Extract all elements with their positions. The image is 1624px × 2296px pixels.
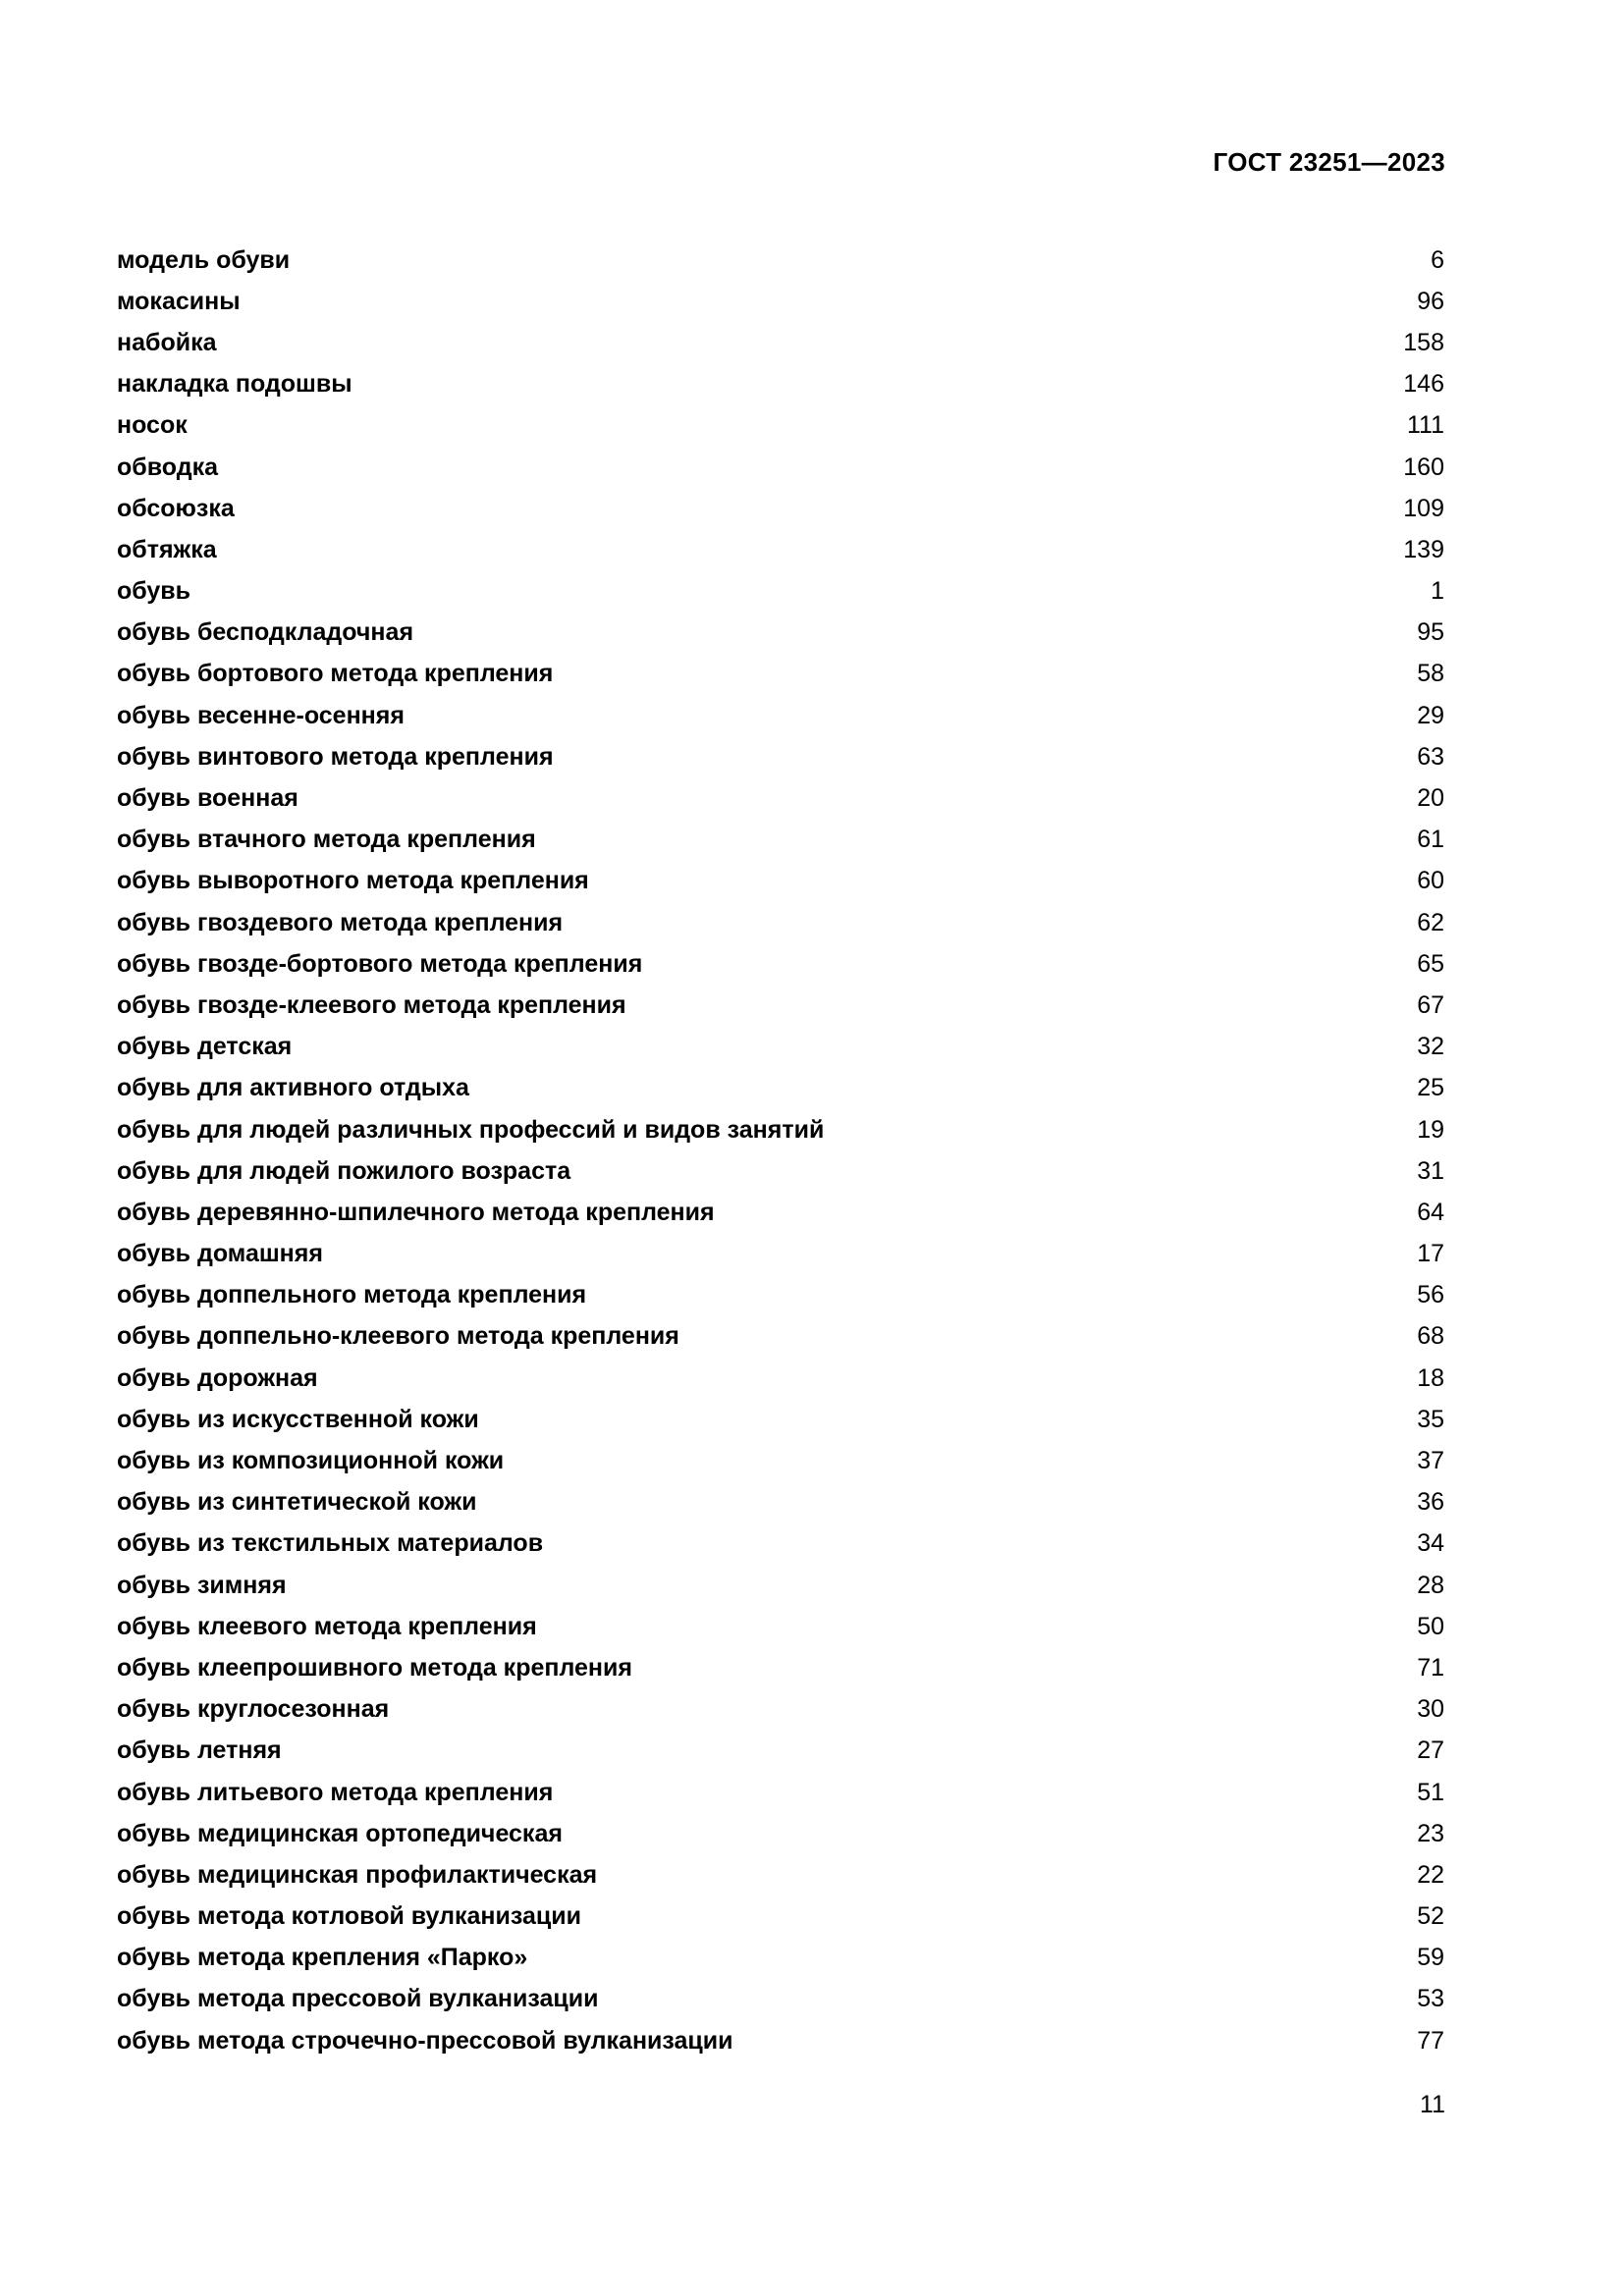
index-term-number: 56 [1417,1281,1444,1309]
index-term: обувь доппельно-клеевого метода крепления [117,1322,679,1351]
index-row [117,1275,1444,1316]
index-term-number: 59 [1417,1944,1444,1972]
index-term-number: 23 [1417,1819,1444,1847]
index-term: обувь клеевого метода крепления [117,1612,537,1640]
index-term: обсоюзка [117,494,235,522]
index-term-number: 60 [1417,867,1444,895]
index-term: обтяжка [117,535,217,563]
index-row [117,1068,1444,1109]
index-row [117,488,1444,529]
index-term: накладка подошвы [117,370,352,399]
index-row [117,240,1444,281]
index-row [117,1896,1444,1938]
index-term-number: 36 [1417,1488,1444,1517]
index-term-number: 109 [1403,494,1444,522]
index-term: обувь медицинская профилактическая [117,1860,598,1889]
index-term-number: 71 [1417,1653,1444,1682]
index-term-number: 1 [1431,577,1444,606]
index-term-number: 32 [1417,1033,1444,1061]
index-term-number: 52 [1417,1902,1444,1931]
index-row [117,654,1444,695]
index-term-number: 158 [1403,328,1444,356]
index-term: обувь для людей пожилого возраста [117,1156,571,1185]
index-term: обувь гвозде-бортового метода крепления [117,949,643,978]
index-term-number: 27 [1417,1736,1444,1765]
index-term-number: 146 [1403,370,1444,399]
index-term: обувь медицинская ортопедическая [117,1819,563,1847]
index-term: обувь литьевого метода крепления [117,1778,554,1806]
index-row [117,1854,1444,1896]
index-term: обувь винтового метода крепления [117,742,554,771]
index-row [117,2020,1444,2061]
index-row [117,447,1444,488]
index-term: обувь метода прессовой вулканизации [117,1985,599,2013]
index-term: обувь клеепрошивного метода крепления [117,1653,632,1682]
index-term-number: 17 [1417,1240,1444,1268]
index-row [117,1979,1444,2020]
index-term-number: 19 [1417,1115,1444,1144]
index-term: обувь домашняя [117,1240,323,1268]
index-term-number: 25 [1417,1074,1444,1102]
index-row [117,1731,1444,1772]
index-term-number: 96 [1417,287,1444,315]
index-term-number: 28 [1417,1571,1444,1599]
index-term: обводка [117,453,218,481]
index-term: модель обуви [117,245,291,274]
index-row [117,943,1444,985]
index-term: обувь из синтетической кожи [117,1488,477,1517]
index-row [117,1150,1444,1192]
index-term: обувь круглосезонная [117,1695,390,1724]
index-term: обувь из композиционной кожи [117,1447,505,1475]
index-row [117,1399,1444,1440]
index-term-number: 95 [1417,618,1444,647]
index-row [117,902,1444,943]
index-term: обувь бортового метода крепления [117,660,554,688]
index-term: обувь военная [117,784,298,813]
index-row [117,1482,1444,1523]
index-row [117,985,1444,1026]
index-row [117,1689,1444,1731]
index-term-number: 50 [1417,1612,1444,1640]
index-row [117,1192,1444,1233]
index-row [117,777,1444,819]
index-term: обувь зимняя [117,1571,287,1599]
index-term-number: 111 [1406,411,1444,440]
index-term-number: 34 [1417,1529,1444,1558]
index-row [117,736,1444,777]
index-term-number: 22 [1417,1860,1444,1889]
index-row [117,613,1444,654]
index-row [117,1358,1444,1399]
index-term: обувь из искусственной кожи [117,1405,479,1433]
index-row [117,1027,1444,1068]
index-term: обувь метода котловой вулканизации [117,1902,581,1931]
index-term: обувь метода строчечно-прессовой вулканизации [117,2026,733,2055]
index-term: обувь деревянно-шпилечного метода крепления [117,1198,715,1226]
index-term: обувь для активного отдыха [117,1074,469,1102]
index-term-number: 37 [1417,1447,1444,1475]
document-header: ГОСТ 23251—2023 [1213,147,1445,177]
index-term: обувь дорожная [117,1363,318,1392]
index-term-number: 63 [1417,742,1444,771]
index-term-number: 51 [1417,1778,1444,1806]
index-row [117,1813,1444,1854]
index-row [117,1316,1444,1358]
index-row [117,1109,1444,1150]
index-term: обувь доппельного метода крепления [117,1281,587,1309]
index-row [117,1234,1444,1275]
index-term: обувь метода крепления «Парко» [117,1944,528,1972]
index-row [117,529,1444,570]
index-row [117,1440,1444,1481]
index-term: обувь весенне-осенняя [117,701,405,729]
index-term: обувь [117,577,191,606]
index-term: обувь бесподкладочная [117,618,414,647]
term-index-list [117,240,1444,2061]
index-row [117,1647,1444,1688]
index-row [117,1606,1444,1647]
index-term-number: 31 [1417,1156,1444,1185]
index-row [117,1772,1444,1813]
index-row [117,571,1444,613]
index-term: обувь выворотного метода крепления [117,867,589,895]
index-term-number: 139 [1403,535,1444,563]
index-term-number: 29 [1417,701,1444,729]
index-term: обувь для людей различных профессий и видов занятий [117,1115,825,1144]
index-row [117,695,1444,736]
index-term-number: 65 [1417,949,1444,978]
index-term-number: 53 [1417,1985,1444,2013]
index-term: обувь гвозде-клеевого метода крепления [117,990,626,1019]
index-row [117,405,1444,447]
index-term-number: 77 [1417,2026,1444,2055]
index-term: набойка [117,328,217,356]
index-term-number: 6 [1431,245,1444,274]
index-term-number: 68 [1417,1322,1444,1351]
index-term-number: 160 [1403,453,1444,481]
index-term: мокасины [117,287,241,315]
index-term: обувь из текстильных материалов [117,1529,544,1558]
index-row [117,820,1444,861]
index-term-number: 64 [1417,1198,1444,1226]
index-row [117,1523,1444,1565]
index-term: обувь гвоздевого метода крепления [117,908,564,936]
index-row [117,1938,1444,1979]
index-term-number: 30 [1417,1695,1444,1724]
index-term-number: 18 [1417,1363,1444,1392]
index-row [117,861,1444,902]
index-term-number: 62 [1417,908,1444,936]
index-row [117,322,1444,363]
index-row [117,364,1444,405]
index-term-number: 58 [1417,660,1444,688]
index-term-number: 67 [1417,990,1444,1019]
index-term: обувь втачного метода крепления [117,826,536,854]
index-row [117,1565,1444,1606]
index-term-number: 20 [1417,784,1444,813]
index-row [117,281,1444,322]
index-term-number: 35 [1417,1405,1444,1433]
index-term: обувь летняя [117,1736,282,1765]
index-term: носок [117,411,188,440]
index-term-number: 61 [1417,826,1444,854]
index-term: обувь детская [117,1033,293,1061]
page-number: 11 [1420,2091,1445,2118]
